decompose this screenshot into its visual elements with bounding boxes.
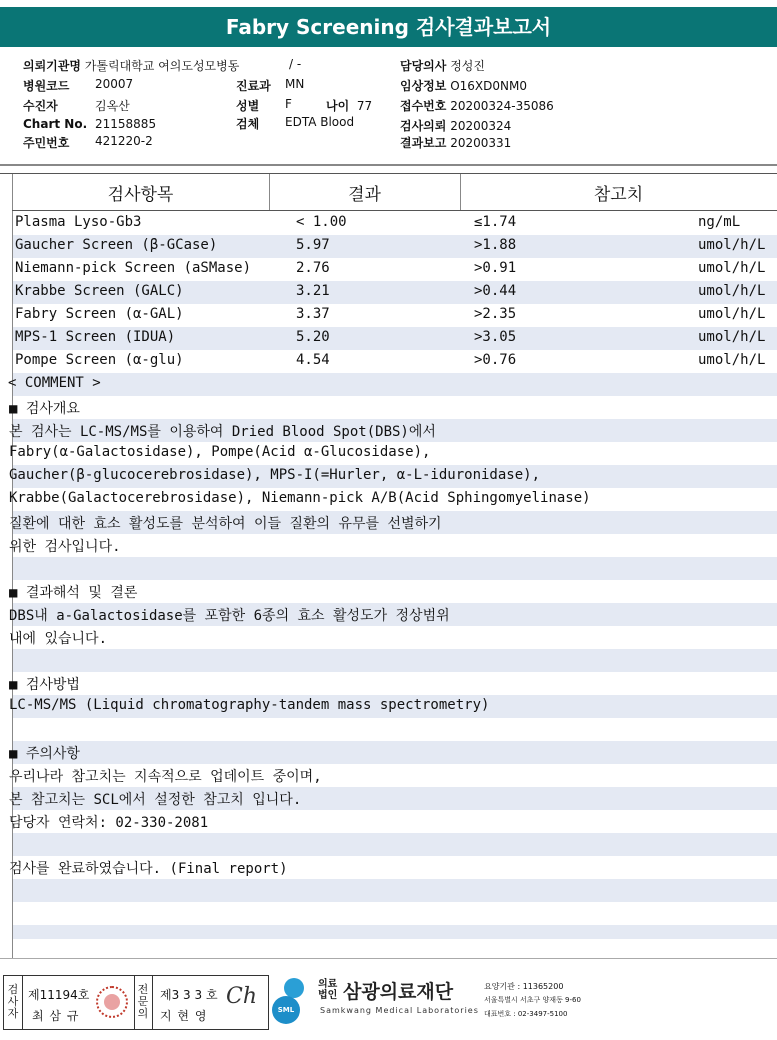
examiner-label: 검사자 [7, 983, 19, 1020]
patient-label: 수진자 [23, 99, 58, 113]
test-result: 2.76 [296, 260, 330, 276]
unit: umol/h/L [698, 237, 766, 253]
section-heading-method: ■ 검사방법 [9, 677, 80, 693]
body-bottom-border [0, 958, 777, 959]
hospital-code-label: 병원코드 [23, 79, 70, 93]
sex-label: 성별 [236, 99, 260, 113]
reference-value: >2.35 [474, 306, 517, 322]
left-border [12, 174, 13, 959]
request-value: 20200324 [450, 119, 512, 133]
org-address: 서울특별시 서초구 양재동 9-60 [484, 996, 581, 1004]
unit: umol/h/L [698, 306, 766, 322]
header-divider [0, 164, 777, 166]
table-header-divider [12, 210, 777, 211]
doctor-value: 정성진 [450, 59, 485, 73]
column-header-item: 검사항목 [107, 185, 174, 205]
test-item: Niemann-pick Screen (aSMase) [15, 260, 252, 276]
specimen-label: 검체 [236, 117, 260, 131]
report-date-label: 결과보고 [400, 136, 447, 150]
comment-line: Gaucher(β-glucocerebrosidase), MPS-I(=Hurler, α-L-iduronidase), [9, 467, 541, 483]
sml-logo-text: SML [277, 1006, 295, 1014]
unit: umol/h/L [698, 283, 766, 299]
specialist-name: 지 현 영 [160, 1009, 208, 1023]
test-item: Gaucher Screen (β-GCase) [15, 237, 218, 253]
dept-label: 진료과 [236, 79, 271, 93]
comment-line: DBS내 a-Galactosidase를 포함한 6종의 효소 활성도가 정상범위 [9, 608, 450, 624]
specialist-signature: Ch [226, 984, 258, 1009]
reference-value: >0.91 [474, 260, 517, 276]
reference-value: >0.76 [474, 352, 517, 368]
clinical-info-value: O16XD0NM0 [450, 79, 527, 93]
comment-line: 우리나라 참고치는 지속적으로 업데이트 중이며, [9, 769, 322, 785]
table-top-border [0, 173, 777, 174]
patient-value: 김옥산 [95, 99, 130, 113]
test-result: 3.37 [296, 306, 330, 322]
comment-line: 질환에 대한 효소 활성도를 분석하여 이들 질환의 유무를 선별하기 [9, 516, 442, 532]
specialist-label: 전문의 [137, 983, 149, 1020]
test-result: 5.20 [296, 329, 330, 345]
test-item: Pompe Screen (α-glu) [15, 352, 184, 368]
comment-line: Fabry(α-Galactosidase), Pompe(Acid α-Glucosidase), [9, 444, 431, 460]
comment-line: 내에 있습니다. [9, 631, 108, 647]
examiner-number: 제11194호 [28, 988, 90, 1002]
test-result: < 1.00 [296, 214, 347, 230]
reference-value: ≤1.74 [474, 214, 517, 230]
test-result: 3.21 [296, 283, 330, 299]
comment-line: 본 검사는 LC-MS/MS를 이용하여 Dried Blood Spot(DBS)에서 [9, 424, 436, 440]
unit: umol/h/L [698, 329, 766, 345]
comment-line: 담당자 연락처: 02-330-2081 [9, 815, 209, 831]
comment-line: 위한 검사입니다. [9, 539, 121, 555]
report-date-value: 20200331 [450, 136, 512, 150]
comment-line: 본 참고치는 SCL에서 설정한 참고치 입니다. [9, 792, 302, 808]
org-name: 삼광의료재단 [343, 981, 454, 1003]
reference-value: >0.44 [474, 283, 517, 299]
clinical-info-label: 임상정보 [400, 79, 447, 93]
test-item: Plasma Lyso-Gb3 [15, 214, 142, 230]
section-heading-conclusion: ■ 결과해석 및 결론 [9, 585, 138, 601]
reference-value: >1.88 [474, 237, 517, 253]
resident-label: 주민번호 [23, 136, 70, 150]
column-header-reference: 참고치 [593, 185, 644, 205]
org-type: 의료법인 [318, 979, 338, 1001]
comment-line: Krabbe(Galactocerebrosidase), Niemann-pick A/B(Acid Sphingomyelinase) [9, 490, 591, 506]
age-label: 나이 [326, 99, 350, 113]
chart-label: Chart No. [23, 117, 88, 131]
org-phone: 대표번호 : 02-3497-5100 [484, 1010, 568, 1018]
org-english-name: Samkwang Medical Laboratories [320, 1006, 479, 1015]
unit: umol/h/L [698, 260, 766, 276]
examiner-name: 최 삼 규 [32, 1009, 80, 1023]
section-heading-caution: ■ 주의사항 [9, 746, 80, 762]
final-report-note: 검사를 완료하였습니다. (Final report) [9, 861, 288, 877]
examiner-seal-icon [96, 986, 128, 1018]
institution-label: 의뢰기관명 [23, 59, 81, 73]
sex-value: F [285, 97, 292, 111]
test-item: MPS-1 Screen (IDUA) [15, 329, 176, 345]
sml-logo-icon [272, 978, 314, 1024]
specimen-value: EDTA Blood [285, 115, 355, 129]
test-result: 4.54 [296, 352, 330, 368]
comment-line: LC-MS/MS (Liquid chromatography-tandem mass spectrometry) [9, 697, 490, 713]
org-code: 요양기관 : 11365200 [484, 982, 564, 991]
doctor-label: 담당의사 [400, 59, 447, 73]
hospital-code-value: 20007 [95, 77, 134, 91]
reference-value: >3.05 [474, 329, 517, 345]
column-header-result: 결과 [348, 185, 381, 205]
unit: umol/h/L [698, 352, 766, 368]
unit: ng/mL [698, 214, 741, 230]
report-title: Fabry Screening 검사결과보고서 [0, 7, 777, 47]
comment-header: < COMMENT > [8, 375, 101, 391]
age-value: 77 [356, 99, 373, 113]
test-item: Fabry Screen (α-GAL) [15, 306, 184, 322]
request-label: 검사의뢰 [400, 119, 447, 133]
signature-box [3, 975, 269, 1030]
receipt-label: 접수번호 [400, 99, 447, 113]
chart-value: 21158885 [95, 117, 157, 131]
dept-value: MN [285, 77, 305, 91]
section-heading-overview: ■ 검사개요 [9, 401, 80, 417]
ward-value: / - [289, 57, 302, 71]
receipt-value: 20200324-35086 [450, 99, 554, 113]
test-result: 5.97 [296, 237, 330, 253]
institution-value: 가톨릭대학교 여의도성모병동 [84, 59, 240, 73]
specialist-number: 제3 3 3 호 [160, 988, 218, 1002]
test-item: Krabbe Screen (GALC) [15, 283, 184, 299]
resident-value: 421220-2 [95, 134, 153, 148]
